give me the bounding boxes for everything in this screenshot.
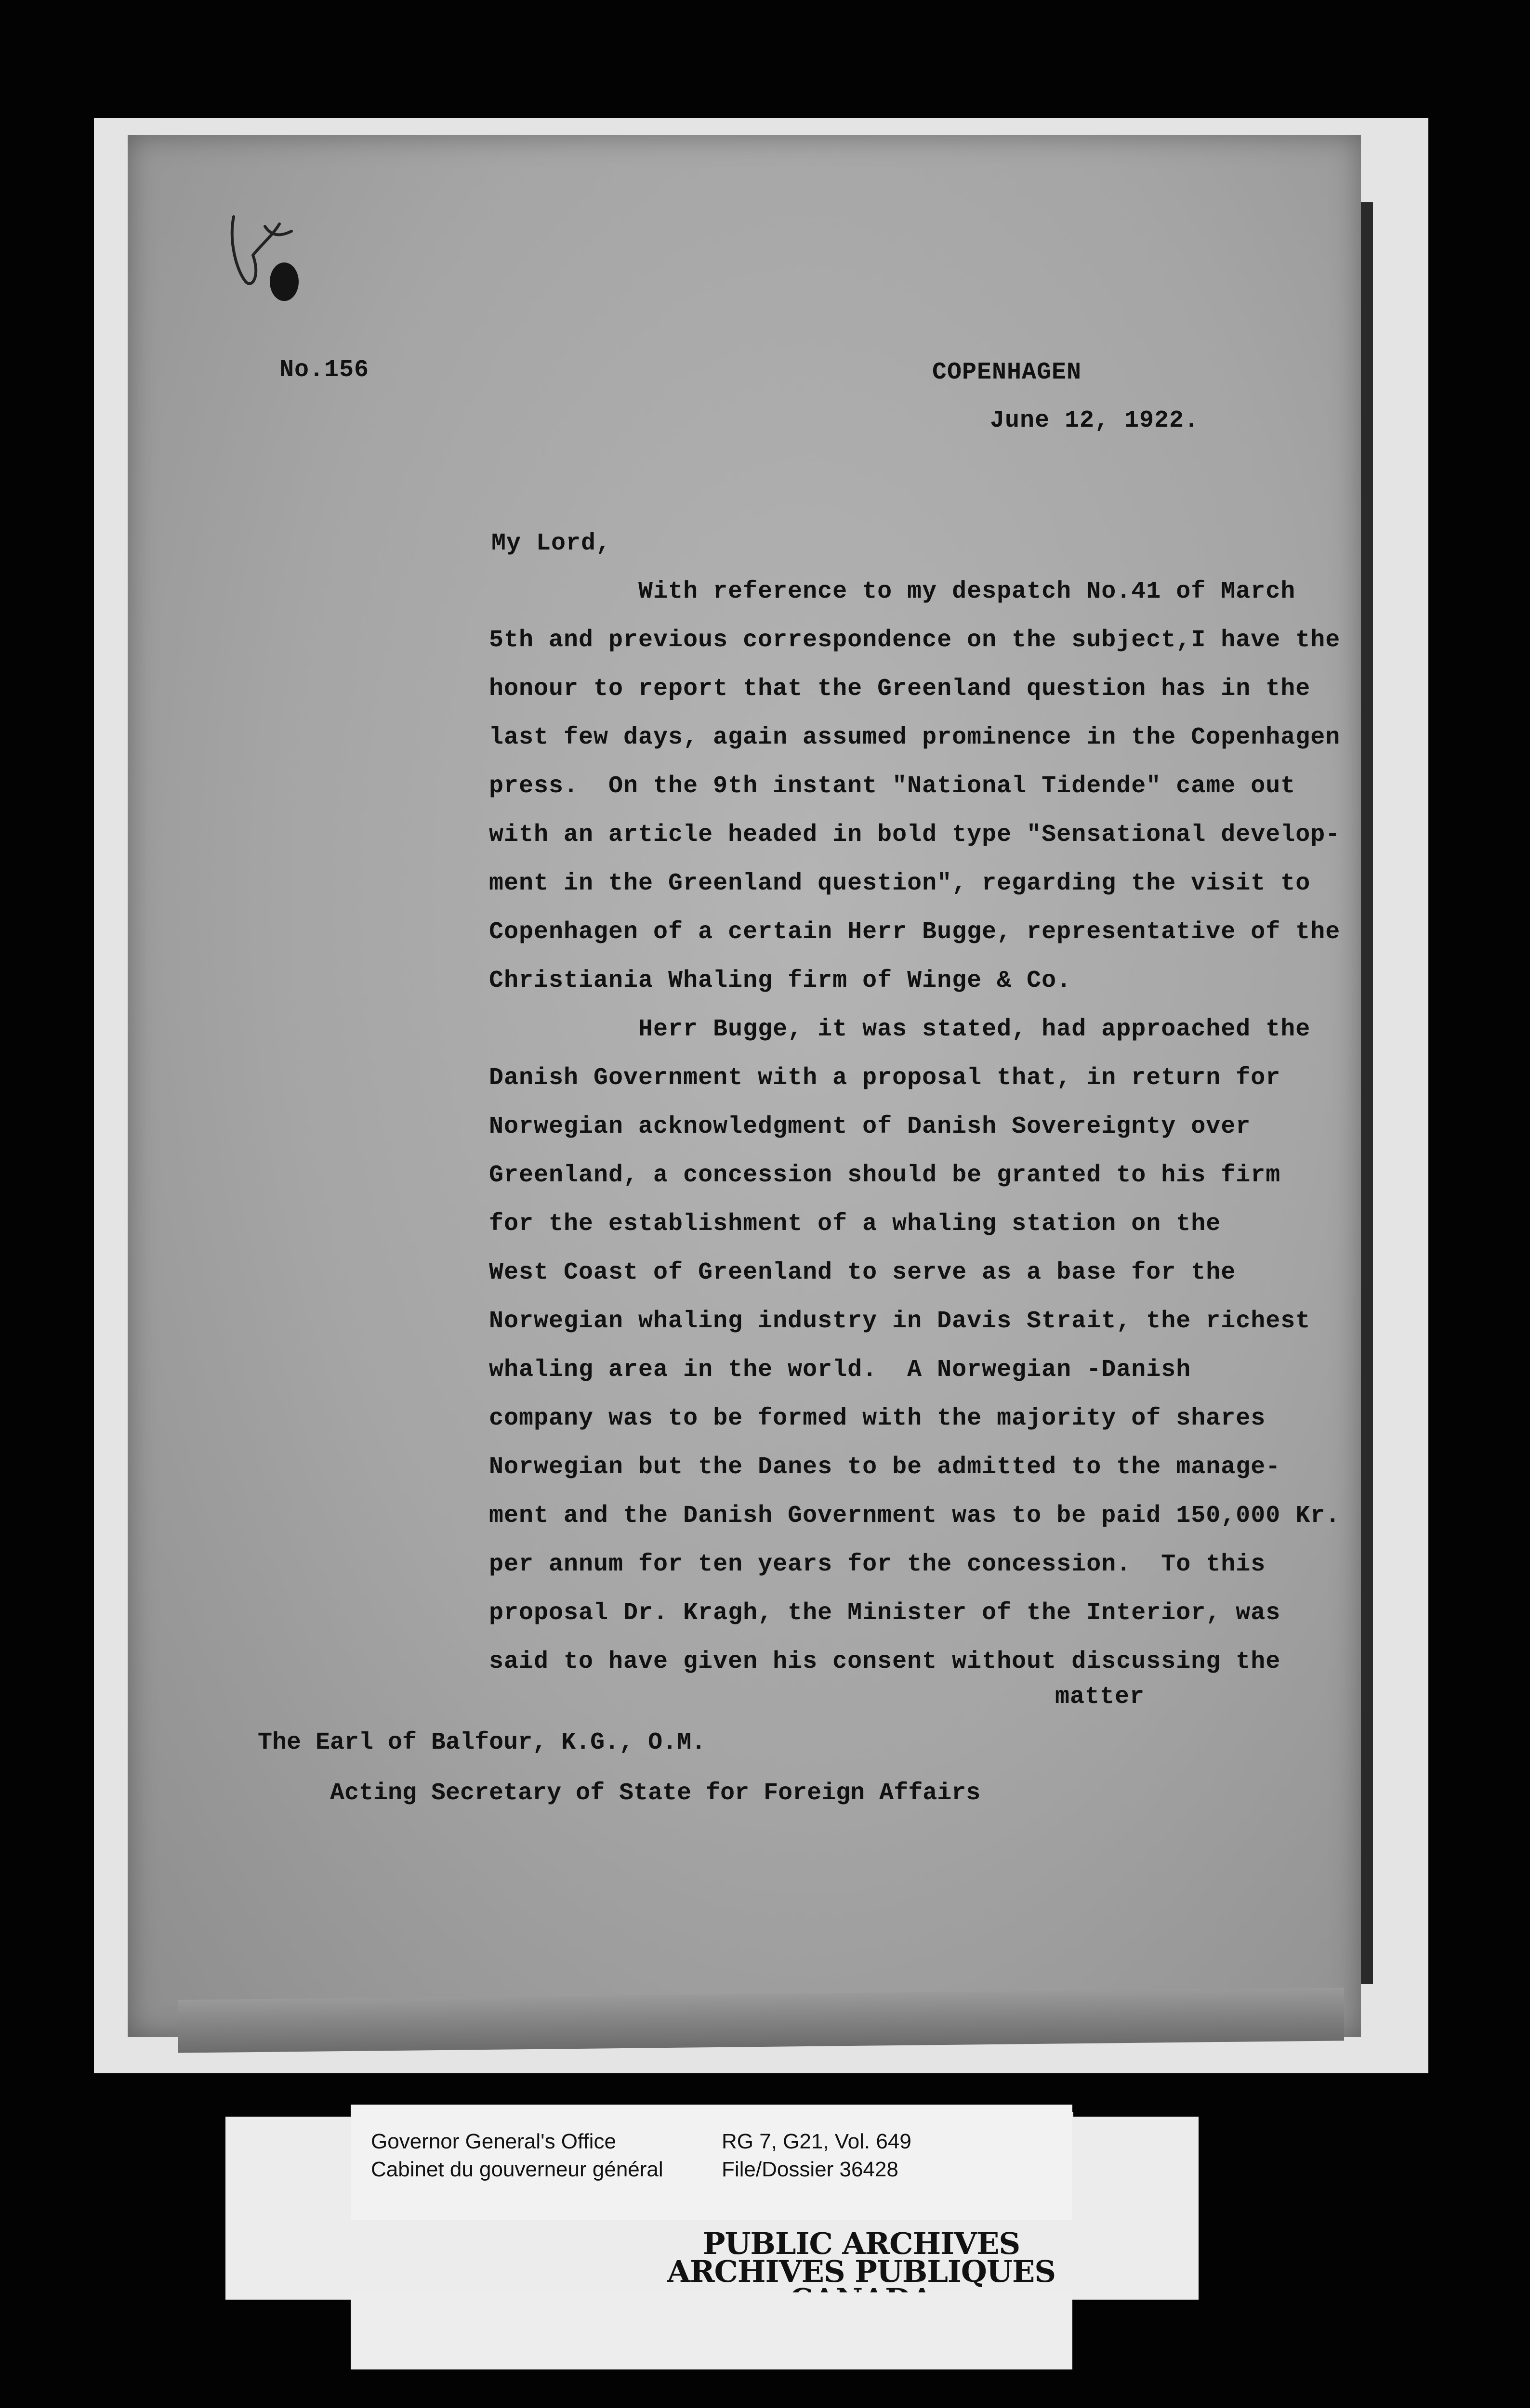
body-line: Copenhagen of a certain Herr Bugge, representative of the [489,918,1341,946]
letter-place: COPENHAGEN [932,359,1082,386]
body-line: ment in the Greenland question", regarding the visit to [489,870,1311,897]
despatch-number: No.156 [279,356,369,384]
letter-date: June 12, 1922. [990,407,1200,434]
body-line: West Coast of Greenland to serve as a base for the [489,1259,1236,1286]
handwritten-initials-icon [219,197,296,294]
body-line: with an article headed in bold type "Sensational develop- [489,821,1341,849]
body-line: ment and the Danish Government was to be paid 150,000 Kr. [489,1502,1341,1530]
office-english: Governor General's Office [371,2130,616,2153]
body-line: Greenland, a concession should be granted to his firm [489,1162,1281,1189]
body-line: for the establishment of a whaling station on the [489,1210,1221,1238]
body-line: 5th and previous correspondence on the subject,I have the [489,627,1341,654]
body-line: Danish Government with a proposal that, in return for [489,1064,1281,1092]
body-line: last few days, again assumed prominence in the Copenhagen [489,724,1341,751]
stamp-line: PUBLIC ARCHIVES [702,2226,1020,2261]
body-line: With reference to my despatch No.41 of March [489,578,1296,605]
catchword: matter [1055,1683,1145,1711]
label-reference [722,2128,911,2184]
body-line: company was to be formed with the majority of shares [489,1405,1266,1432]
body-line: per annum for ten years for the concession. To this [489,1551,1266,1578]
addressee-title: Acting Secretary of State for Foreign Affairs [330,1780,981,1807]
body-line: Norwegian whaling industry in Davis Strait, the richest [489,1308,1311,1335]
body-line: proposal Dr. Kragh, the Minister of the Interior, was [489,1599,1281,1627]
body-line: honour to report that the Greenland question has in the [489,675,1311,703]
body-line: press. On the 9th instant "National Tidende" came out [489,772,1296,800]
body-line: whaling area in the world. A Norwegian -Danish [489,1356,1191,1384]
body-line: said to have given his consent without discussing the [489,1648,1281,1675]
body-line: Norwegian but the Danes to be admitted to the manage- [489,1453,1281,1481]
salutation: My Lord, [491,530,611,557]
file-number: File/Dossier 36428 [722,2158,898,2181]
record-group: RG 7, G21, Vol. 649 [722,2130,911,2153]
stamp-base [351,2292,1072,2369]
addressee-name: The Earl of Balfour, K.G., O.M. [258,1729,706,1756]
body-line: Herr Bugge, it was stated, had approached the [489,1016,1311,1043]
archive-label [351,2105,1072,2220]
office-french: Cabinet du gouverneur général [371,2158,663,2181]
stamp-line: ARCHIVES PUBLIQUES [667,2254,1056,2289]
body-line: Christiania Whaling firm of Winge & Co. [489,967,1072,995]
label-office [371,2128,663,2184]
body-line: Norwegian acknowledgment of Danish Sovereignty over [489,1113,1251,1140]
